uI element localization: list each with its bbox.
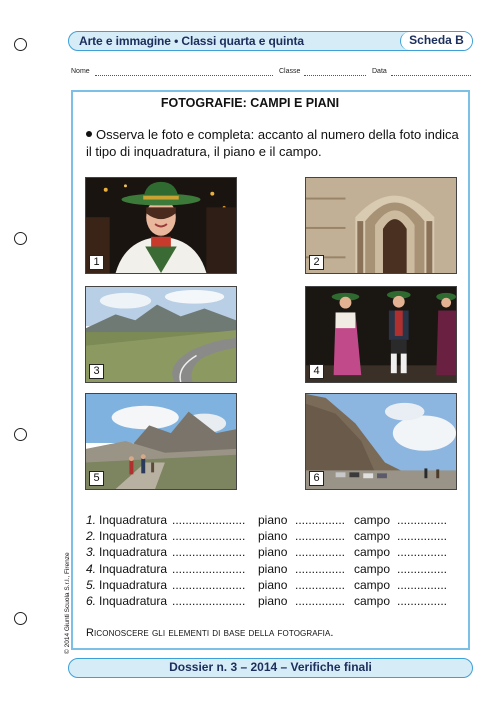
photo-number: 6	[309, 471, 324, 486]
answer-row: 6. Inquadratura ...................... piano ............... campo ...............	[86, 593, 448, 608]
campo-blank[interactable]: ...............	[397, 529, 448, 544]
learning-goal: Riconoscere gli elementi di base della fotografia.	[86, 627, 334, 639]
answer-row: 4. Inquadratura ...................... piano ............... campo ...............	[86, 561, 448, 576]
instruction-text: Osserva le foto e completa: accanto al numero della foto indica il tipo di inquadratura, il piano e il campo.	[86, 127, 459, 159]
photo-number: 2	[309, 255, 324, 270]
piano-blank[interactable]: ...............	[295, 513, 346, 527]
bullet-icon	[86, 131, 92, 137]
binder-hole	[14, 232, 27, 245]
answer-list	[86, 512, 466, 609]
sheet-title: FOTOGRAFIE: CAMPI E PIANI	[160, 96, 340, 110]
data-label: Data	[372, 68, 387, 75]
piano-blank[interactable]: ...............	[295, 545, 346, 560]
answer-row: 2. Inquadratura ...................... piano ............... campo ...............	[86, 529, 448, 544]
header-title: Arte e immagine • Classi quarta e quinta	[79, 34, 304, 48]
binder-hole	[14, 38, 27, 51]
campo-blank[interactable]: ...............	[397, 545, 448, 560]
campo-blank[interactable]: ...............	[397, 513, 448, 527]
photo-2	[305, 177, 457, 274]
piano-blank[interactable]: ...............	[295, 593, 346, 608]
inquadratura-blank[interactable]: ......................	[172, 577, 246, 592]
campo-blank[interactable]: ...............	[397, 561, 448, 576]
photo-3	[85, 286, 237, 383]
inquadratura-blank[interactable]: ......................	[172, 593, 246, 608]
sheet-tab: Scheda B	[400, 32, 472, 50]
inquadratura-blank[interactable]: ......................	[172, 529, 246, 544]
answer-row: 5. Inquadratura ...................... piano ............... campo ...............	[86, 577, 448, 592]
photo-number: 3	[89, 364, 104, 379]
photo-6	[305, 393, 457, 490]
binder-hole	[14, 612, 27, 625]
inquadratura-blank[interactable]: ......................	[172, 513, 246, 527]
campo-blank[interactable]: ...............	[397, 577, 448, 592]
campo-blank[interactable]: ...............	[397, 593, 448, 608]
copyright-note: © 2014 Giunti Scuola S.r.l., Firenze	[64, 552, 71, 654]
inquadratura-blank[interactable]: ......................	[172, 545, 246, 560]
piano-blank[interactable]: ...............	[295, 561, 346, 576]
inquadratura-blank[interactable]: ......................	[172, 561, 246, 576]
nome-field[interactable]	[95, 75, 273, 76]
classe-field[interactable]	[304, 75, 366, 76]
photo-number: 4	[309, 364, 324, 379]
photo-4	[305, 286, 457, 383]
footer-bar: Dossier n. 3 – 2014 – Verifiche finali	[68, 658, 473, 678]
classe-label: Classe	[279, 68, 301, 75]
nome-label: Nome	[71, 68, 90, 75]
photo-number: 5	[89, 471, 104, 486]
answer-row: 1. Inquadratura ...................... piano ............... campo ...............	[86, 513, 448, 527]
piano-blank[interactable]: ...............	[295, 577, 346, 592]
binder-hole	[14, 428, 27, 441]
header-bar	[68, 31, 473, 51]
answer-row: 3. Inquadratura ...................... piano ............... campo ...............	[86, 545, 448, 560]
data-field[interactable]	[391, 75, 471, 76]
student-info-line	[71, 68, 471, 80]
photo-1	[85, 177, 237, 274]
photo-number: 1	[89, 255, 104, 270]
photo-5	[85, 393, 237, 490]
piano-blank[interactable]: ...............	[295, 529, 346, 544]
